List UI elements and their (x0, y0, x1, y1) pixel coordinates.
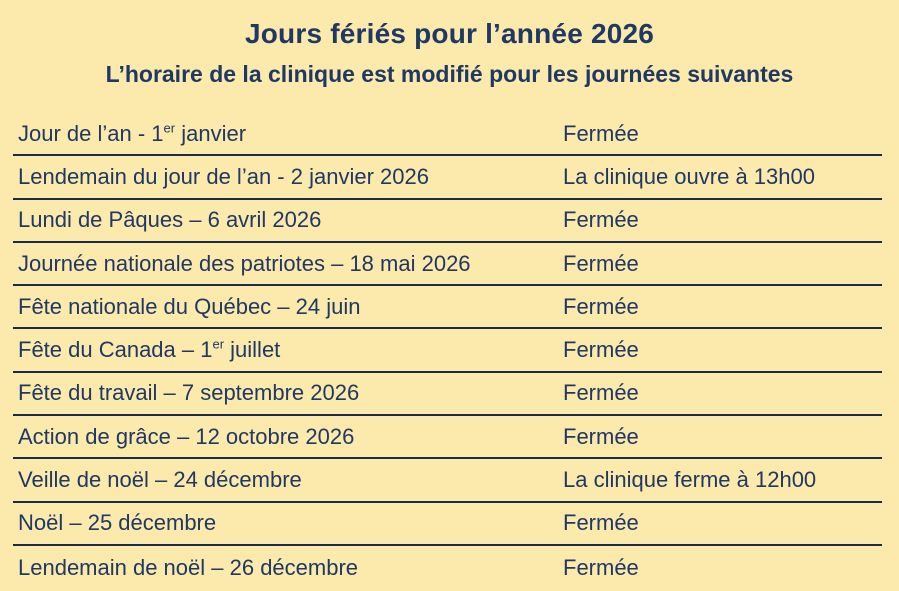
table-row (13, 373, 882, 416)
holiday-name (13, 294, 563, 320)
table-row (13, 459, 882, 502)
holiday-name (13, 424, 563, 450)
holiday-name-text: Jour de l’an - 1 (18, 120, 164, 146)
table-row (13, 503, 882, 546)
holiday-name-rest: janvier (175, 120, 247, 146)
holiday-name (13, 510, 563, 536)
holiday-name (13, 164, 563, 190)
table-row (13, 286, 882, 329)
holiday-name-text: Lendemain du jour de l’an - 2 janvier 2026 (18, 163, 429, 189)
holiday-name-text: Fête du travail – 7 septembre 2026 (18, 380, 360, 406)
clinic-status: Fermée (563, 423, 639, 449)
table-row (13, 546, 882, 589)
table-row (13, 416, 882, 459)
table-row (13, 113, 882, 156)
holiday-name-rest: juillet (224, 337, 281, 363)
holiday-name-text: Fête nationale du Québec – 24 juin (18, 293, 361, 319)
ordinal-superscript: er (212, 336, 225, 352)
clinic-status: Fermée (563, 510, 639, 536)
holiday-name (13, 121, 563, 147)
holiday-name-text: Lundi de Pâques – 6 avril 2026 (18, 207, 322, 233)
holiday-name-text: Veille de noël – 24 décembre (18, 467, 302, 493)
page-subtitle: L’horaire de la clinique est modifié pour les journées suivantes (105, 61, 794, 87)
holiday-name (13, 555, 563, 581)
clinic-status: La clinique ouvre à 13h00 (563, 163, 815, 189)
clinic-status: Fermée (563, 207, 639, 233)
clinic-status: Fermée (563, 250, 639, 276)
holiday-name-text: Journée nationale des patriotes – 18 mai 2026 (18, 250, 471, 276)
table-row (13, 200, 882, 243)
table-row (13, 329, 882, 372)
holiday-name (13, 380, 563, 406)
clinic-status: La clinique ferme à 12h00 (563, 467, 817, 493)
table-row (13, 156, 882, 199)
holiday-name-text: Action de grâce – 12 octobre 2026 (18, 423, 355, 449)
page-title: Jours fériés pour l’année 2026 (244, 18, 655, 49)
clinic-status: Fermée (563, 554, 639, 580)
holiday-name-text: Fête du Canada – 1 (18, 337, 213, 363)
holiday-name (13, 251, 563, 277)
holiday-name-text: Lendemain de noël – 26 décembre (18, 554, 359, 580)
holiday-table (13, 113, 882, 589)
holiday-name-text: Noël – 25 décembre (18, 510, 217, 536)
ordinal-superscript: er (163, 120, 176, 136)
holiday-name (13, 207, 563, 233)
holiday-name (13, 467, 563, 493)
holiday-name (13, 337, 563, 363)
clinic-status: Fermée (563, 380, 639, 406)
clinic-status: Fermée (563, 120, 639, 146)
table-row (13, 243, 882, 286)
clinic-status: Fermée (563, 337, 639, 363)
clinic-status: Fermée (563, 293, 639, 319)
